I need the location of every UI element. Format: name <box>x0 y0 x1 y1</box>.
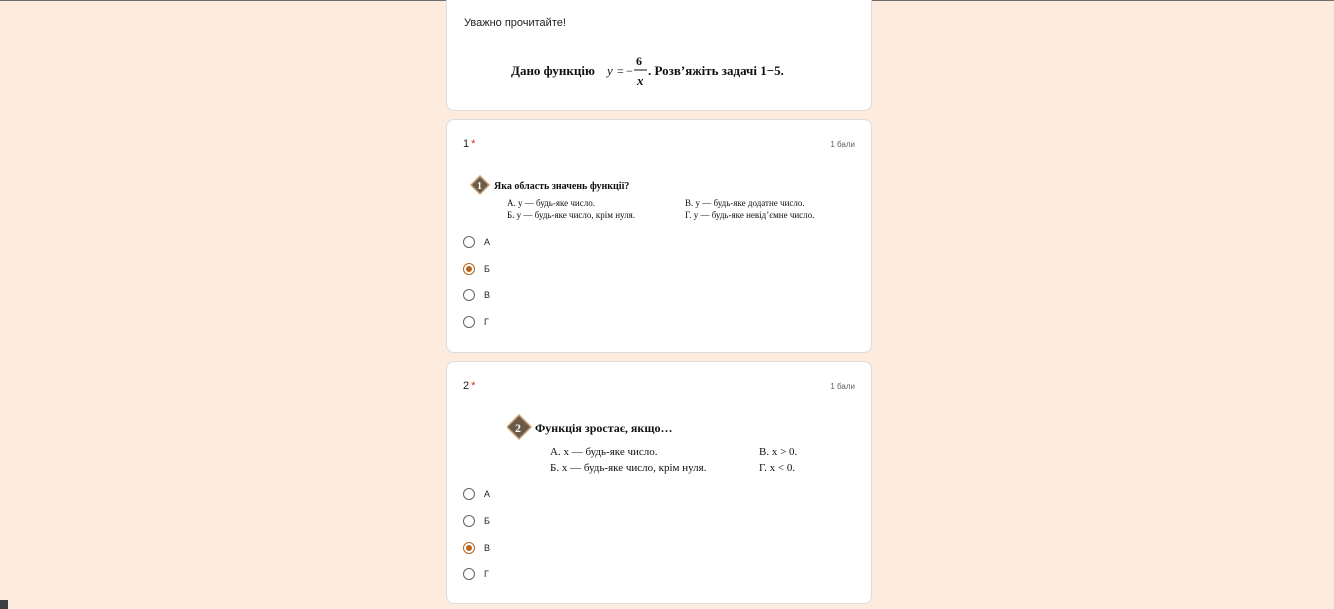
points-label: 1 бали <box>830 140 855 149</box>
badge-number: 2 <box>515 421 521 435</box>
answer-v: В. y — будь-яке додатне число. <box>685 198 805 208</box>
question-number: 2 <box>463 380 470 392</box>
question-title <box>463 138 475 150</box>
question-number: 1 <box>463 138 470 150</box>
radio-button[interactable] <box>463 515 475 527</box>
answer-b: Б. y — будь-яке число, крім нуля. <box>507 210 635 220</box>
option-label: А <box>484 237 491 247</box>
answer-v: В. x > 0. <box>759 446 798 458</box>
option-g[interactable] <box>463 566 489 582</box>
question-text: Функція зростає, якщо… <box>535 421 673 435</box>
option-label: Б <box>484 516 490 526</box>
option-label: Г <box>484 317 489 327</box>
option-label: В <box>484 290 491 300</box>
radio-button[interactable] <box>463 236 475 248</box>
answer-a: А. y — будь-яке число. <box>507 198 595 208</box>
points-label: 1 бали <box>830 382 855 391</box>
answer-b: Б. x — будь-яке число, крім нуля. <box>550 462 707 474</box>
option-b[interactable] <box>463 261 490 277</box>
func-y: y <box>607 63 613 78</box>
option-v[interactable] <box>463 540 490 556</box>
required-mark: * <box>471 380 476 392</box>
radio-button-selected[interactable] <box>463 542 475 554</box>
option-a[interactable] <box>463 234 490 250</box>
description-card <box>446 0 872 111</box>
required-mark: * <box>471 138 476 150</box>
radio-button[interactable] <box>463 289 475 301</box>
radio-button[interactable] <box>463 316 475 328</box>
question-title <box>463 380 475 392</box>
option-a[interactable] <box>463 486 490 502</box>
answer-g: Г. x < 0. <box>759 462 796 474</box>
option-b[interactable] <box>463 513 490 529</box>
question-card-1 <box>446 119 872 353</box>
func-suffix: . Розв’яжіть задачі 1−5. <box>648 63 784 78</box>
function-definition-image <box>507 48 807 93</box>
corner-indicator <box>0 600 8 609</box>
func-eq: = <box>617 64 624 78</box>
func-numerator: 6 <box>636 54 642 68</box>
question-badge-2 <box>507 415 531 439</box>
radio-button-selected[interactable] <box>463 263 475 275</box>
func-minus: − <box>626 64 633 78</box>
question-1-image <box>469 175 859 225</box>
answer-a: А. x — будь-яке число. <box>550 446 658 458</box>
option-label: В <box>484 543 491 553</box>
radio-button[interactable] <box>463 488 475 500</box>
question-badge-1 <box>471 176 489 194</box>
option-label: А <box>484 489 491 499</box>
answer-g: Г. y — будь-яке невід’ємне число. <box>685 210 815 220</box>
func-prefix: Дано функцію <box>511 63 595 78</box>
question-text: Яка область значень функції? <box>494 181 630 192</box>
option-v[interactable] <box>463 287 490 303</box>
func-denominator: x <box>637 73 644 88</box>
option-g[interactable] <box>463 314 489 330</box>
option-label: Г <box>484 569 489 579</box>
badge-number: 1 <box>477 181 482 192</box>
option-label: Б <box>484 264 490 274</box>
question-2-image <box>507 414 827 476</box>
radio-button[interactable] <box>463 568 475 580</box>
question-card-2 <box>446 361 872 604</box>
description-text: Уважно прочитайте! <box>464 17 566 29</box>
